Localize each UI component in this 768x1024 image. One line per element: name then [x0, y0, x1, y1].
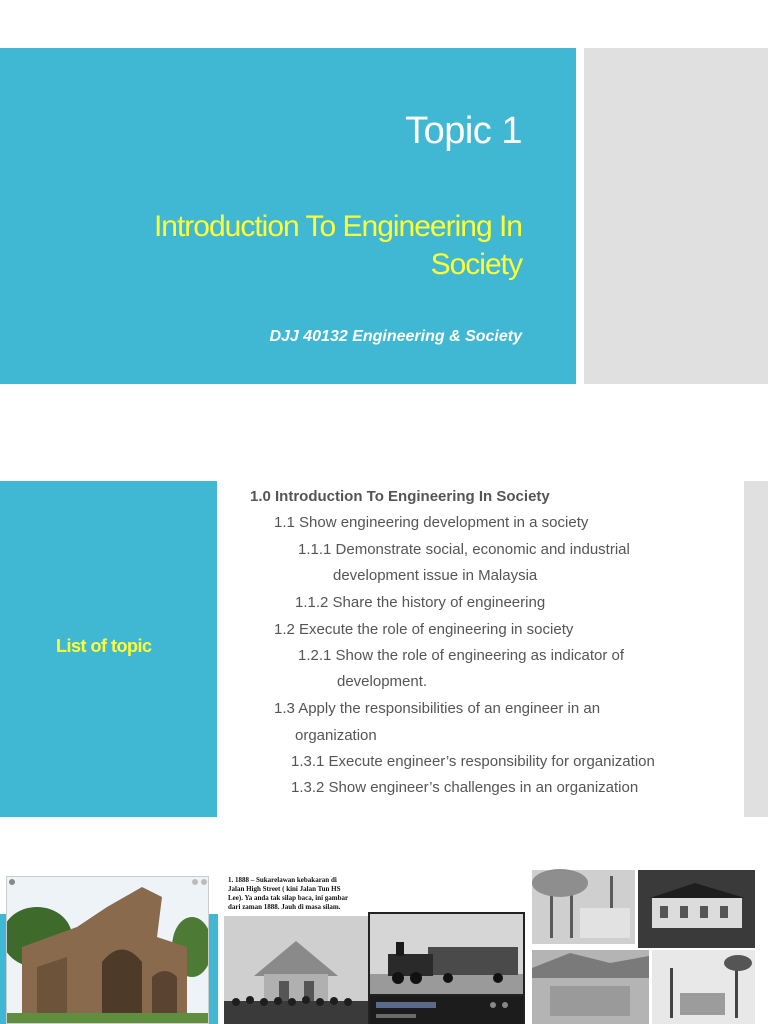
fire-brigade-photo [224, 876, 368, 1024]
colonial-buildings-collage [530, 868, 756, 1024]
steam-train-photo [368, 912, 525, 1024]
slide-title-line1: Introduction To Engineering In [153, 210, 522, 243]
slide-title [52, 208, 522, 284]
list-item: 1.1 Show engineering development in a society [274, 514, 589, 531]
slide-title-line2: Society [430, 248, 522, 281]
list-heading: List of topic [56, 636, 152, 656]
list-item: development. [337, 673, 428, 690]
list-item: development issue in Malaysia [333, 567, 538, 584]
list-item: 1.1.1 Demonstrate social, economic and industrial [298, 541, 630, 558]
list-item: 1.2 Execute the role of engineering in society [274, 621, 574, 638]
list-item: organization [295, 727, 377, 744]
photo-caption: 1. 1888 – Sukarelawan kebakaran di Jalan High Street ( kini Jalan Tun HS Lee). Ya anda tak silap baca, ini gambar dari zaman 1888. Jauh di masa silam. [228, 876, 349, 911]
list-item: 1.0 Introduction To Engineering In Society [250, 488, 550, 505]
list-item: 1.3 Apply the responsibilities of an engineer in an [274, 700, 601, 717]
slide-topic: Topic 1 [405, 110, 522, 152]
list-item: 1.3.2 Show engineer’s challenges in an organization [291, 779, 639, 796]
title-slide-side-panel [584, 48, 768, 384]
course-code: DJJ 40132 Engineering & Society [269, 328, 522, 345]
list-item: 1.2.1 Show the role of engineering as indicator of [298, 647, 625, 664]
topic-list-side-panel [744, 481, 768, 817]
list-item: 1.1.2 Share the history of engineering [295, 594, 546, 611]
list-item: 1.3.1 Execute engineer’s responsibility for organization [291, 753, 655, 770]
ruins-photo [6, 876, 209, 1024]
